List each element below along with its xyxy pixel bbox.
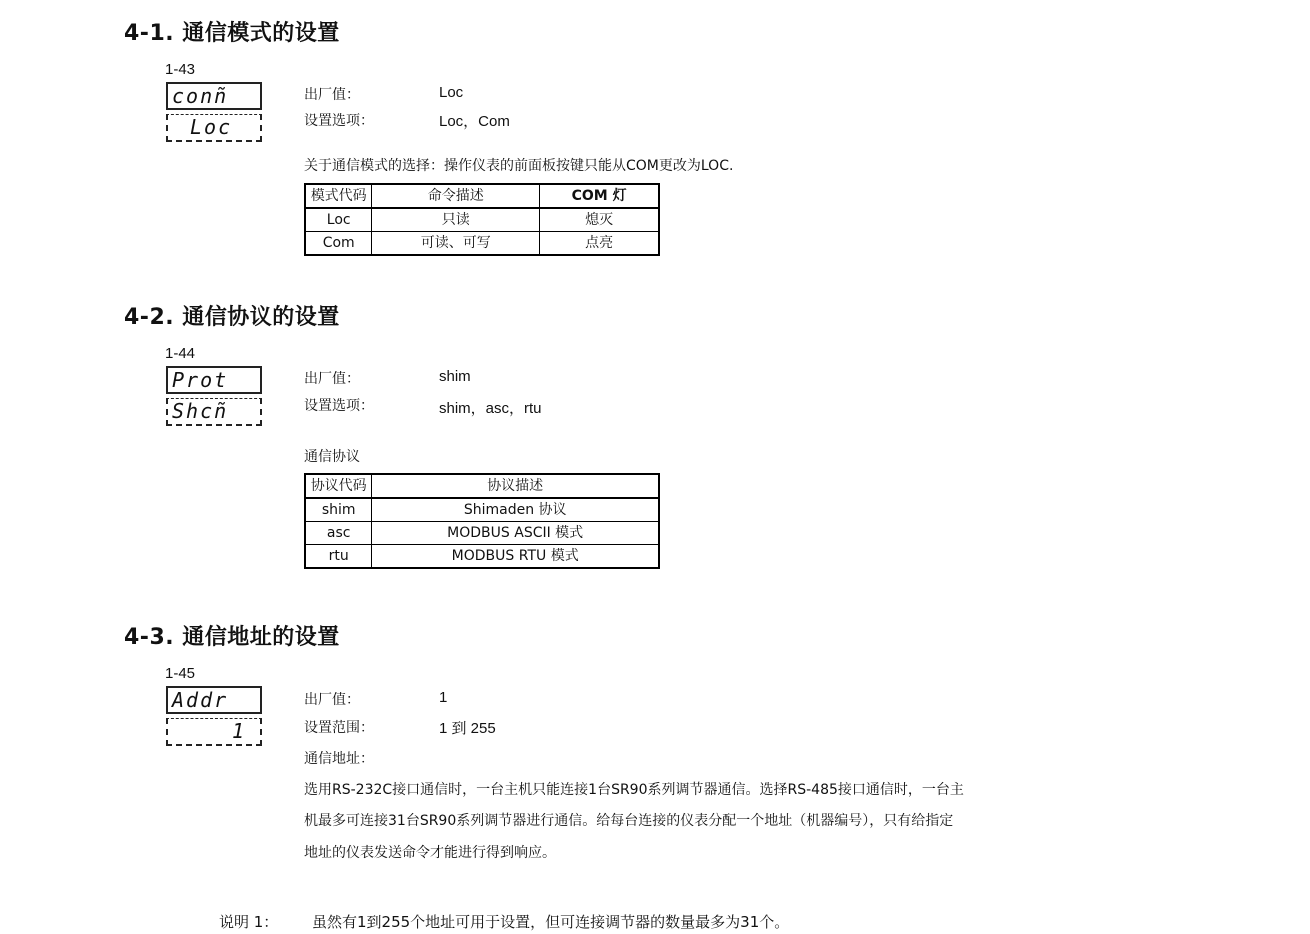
table-cell: asc	[305, 522, 372, 545]
display-parameter-value: Shcñ	[166, 398, 262, 426]
table-header-row	[305, 474, 659, 498]
display-parameter-name: conñ	[166, 82, 262, 110]
table-cell: MODBUS ASCII 模式	[372, 522, 659, 545]
option-label: 设置选项：	[304, 113, 374, 129]
table-cell: shim	[305, 498, 372, 522]
display-parameter-name: Addr	[166, 686, 262, 714]
table-cell: rtu	[305, 545, 372, 569]
table-cell: 熄灭	[540, 208, 659, 232]
range-value: 1 到 255	[439, 720, 496, 737]
display-parameter-value: 1	[166, 718, 262, 746]
protocol-table	[304, 473, 660, 569]
address-paragraph-line: 机最多可连接31台SR90系列调节器进行通信。给每台连接的仪表分配一个地址（机器编号），只有给指定	[304, 813, 954, 829]
table-header-cell: COM 灯	[540, 184, 659, 208]
display-parameter-value: Loc	[166, 114, 262, 142]
option-value: Loc，Com	[439, 113, 510, 130]
option-label: 设置选项：	[304, 398, 374, 414]
table-header-row	[305, 184, 659, 208]
table-cell: MODBUS RTU 模式	[372, 545, 659, 569]
section-heading-4-1: 4-1. 通信模式的设置	[124, 21, 340, 46]
address-label: 通信地址：	[304, 751, 374, 767]
table-cell: 只读	[372, 208, 540, 232]
section-heading-4-3: 4-3. 通信地址的设置	[124, 625, 340, 650]
option-value: shim，asc，rtu	[439, 400, 542, 417]
default-label: 出厂值：	[304, 371, 360, 387]
default-value: shim	[439, 368, 471, 385]
table-header-cell: 模式代码	[305, 184, 372, 208]
address-paragraph-line: 选用RS-232C接口通信时，一台主机只能连接1台SR90系列调节器通信。选择RS-485接口通信时，一台主	[304, 782, 964, 798]
table-header-cell: 命令描述	[372, 184, 540, 208]
parameter-code: 1-44	[165, 345, 196, 362]
default-label: 出厂值：	[304, 692, 360, 708]
table-cell: 点亮	[540, 232, 659, 256]
address-paragraph-line: 地址的仪表发送命令才能进行得到响应。	[304, 845, 556, 861]
footnote-text: 虽然有1到255个地址可用于设置，但可连接调节器的数量最多为31个。	[312, 913, 790, 931]
default-label: 出厂值：	[304, 87, 360, 103]
mode-note: 关于通信模式的选择：操作仪表的前面板按键只能从COM更改为LOC.	[304, 158, 734, 174]
display-parameter-name: Prot	[166, 366, 262, 394]
protocol-note: 通信协议	[304, 449, 360, 465]
table-cell: Com	[305, 232, 372, 256]
parameter-code: 1-45	[165, 665, 196, 682]
table-row	[305, 208, 659, 232]
parameter-code: 1-43	[165, 61, 196, 78]
section-heading-4-2: 4-2. 通信协议的设置	[124, 305, 340, 330]
table-header-cell: 协议描述	[372, 474, 659, 498]
table-row	[305, 232, 659, 256]
table-cell: 可读、可写	[372, 232, 540, 256]
default-value: Loc	[439, 84, 464, 101]
range-label: 设置范围：	[304, 720, 374, 736]
table-row	[305, 498, 659, 522]
table-row	[305, 545, 659, 569]
table-header-cell: 协议代码	[305, 474, 372, 498]
table-cell: Loc	[305, 208, 372, 232]
mode-table	[304, 183, 660, 256]
default-value: 1	[439, 689, 448, 706]
table-row	[305, 522, 659, 545]
footnote-label: 说明 1：	[219, 913, 279, 931]
table-cell: Shimaden 协议	[372, 498, 659, 522]
